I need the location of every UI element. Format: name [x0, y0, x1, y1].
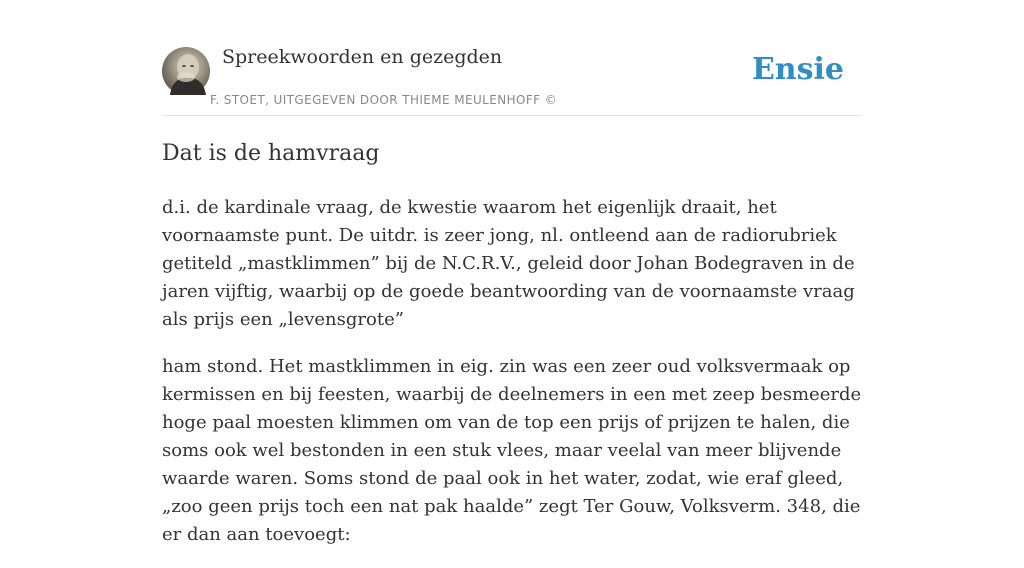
article-paragraph: ham stond. Het mastklimmen in eig. zin was een zeer oud volksvermaak op kermissen en bij feesten, waarbij de deelnemers in een met zeep besmeerde hoge paal moesten klimmen om van de top een prijs of prijzen te halen, die soms ook wel bestonden in een stuk vlees, maar veelal van meer blijvende waarde waren. Soms stond de paal ook in het water, zodat, wie eraf gleed, „zoo geen prijs toch een nat pak haalde” zegt Ter Gouw, Volksverm. 348, die er dan aan toevoegt: — [162, 356, 862, 545]
portrait-image — [162, 47, 210, 95]
article — [162, 138, 862, 568]
author-portrait[interactable] — [162, 47, 210, 95]
article-paragraph: d.i. de kardinale vraag, de kwestie waarom het eigenlijk draait, het voornaamste punt. De uitdr. is zeer jong, nl. ontleend aan de radiorubriek getiteld „mastklimmen” bij de N.C.R.V., geleid door Johan Bodegraven in de jaren vijftig, waarbij op de goede beantwoording van de voornaamste vraag als prijs een „levensgrote” — [162, 197, 855, 330]
ensie-logo-link[interactable]: Ensie — [751, 52, 844, 87]
book-title[interactable]: Spreekwoorden en gezegden — [222, 46, 503, 68]
header — [162, 46, 862, 116]
book-source: F. STOET, UITGEGEVEN DOOR THIEME MEULENHOFF © — [210, 93, 558, 107]
entry-title: Dat is de hamvraag — [162, 141, 380, 166]
